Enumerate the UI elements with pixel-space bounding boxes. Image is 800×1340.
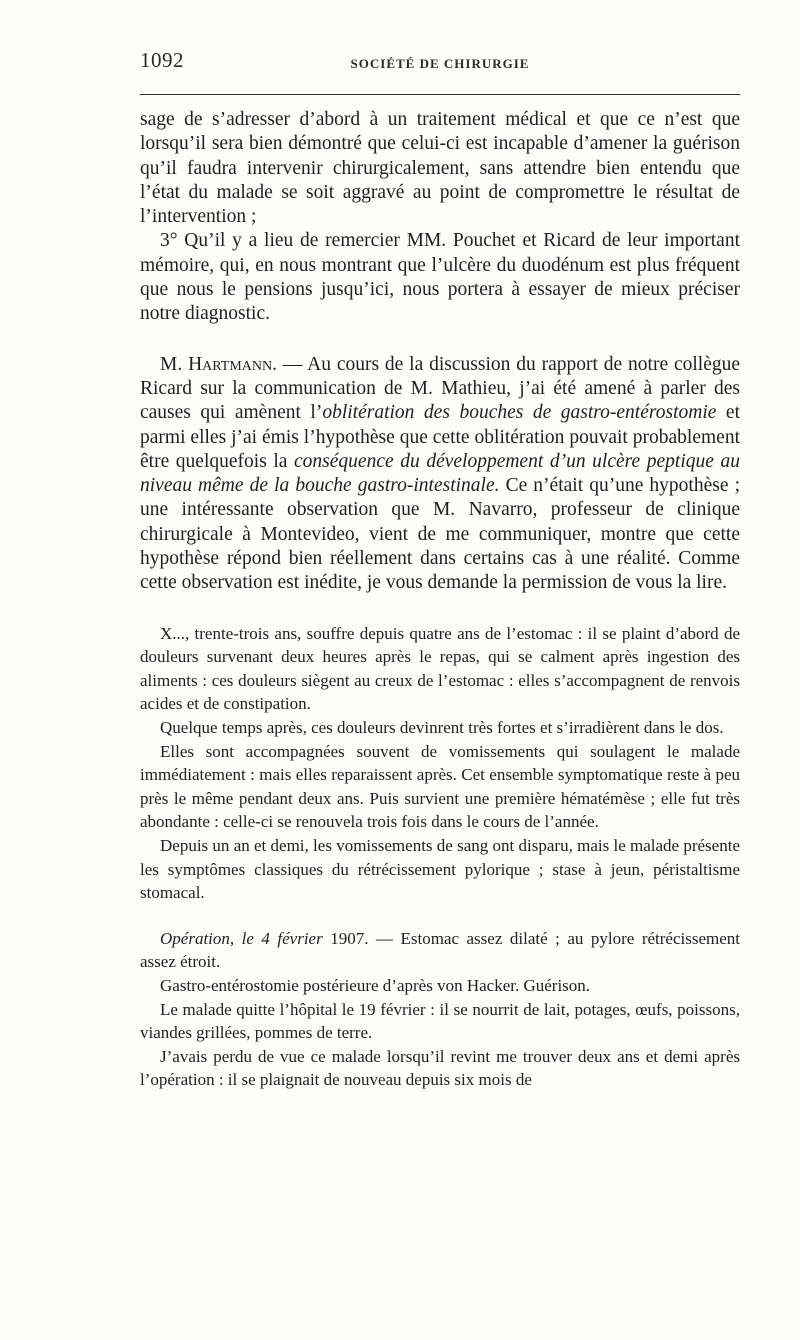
paragraph-hartmann xyxy=(140,353,740,596)
paragraph-third-point: 3° Qu’il y a lieu de remercier MM. Pouchet et Ricard de leur important mémoire, qui, en nous montrant que l’ulcère du duodénum est plus fréquent que nous le pensions jusqu’ici, nous portera à essayer de mieux préciser notre diagnostic. xyxy=(140,230,740,325)
page-header xyxy=(140,48,740,78)
header-rule xyxy=(140,94,740,95)
hartmann-text-1: — Au cours de la discussion du rapport de notre collègue Ricard sur la communication de M. Mathieu, j’ai été amené à parler des causes qui amènent l’ xyxy=(140,353,741,424)
observation-paragraph-5: Gastro-entérostomie postérieure d’après von Hacker. Guérison. xyxy=(160,975,591,995)
operation-text: 1907. — Estomac assez dilaté ; au pylore rétrécissement assez étroit. xyxy=(140,928,740,972)
observation-paragraph-6: Le malade quitte l’hôpital le 19 février : il se nourrit de lait, potages, œufs, poissons, viandes grillées, pommes de terre. xyxy=(140,999,740,1043)
observation-paragraph-4: Depuis un an et demi, les vomissements de sang ont disparu, mais le malade présente les symptômes classiques du rétrécissement pylorique ; stase à jeun, péristaltisme stomacal. xyxy=(140,835,740,903)
operation-paragraph xyxy=(140,927,740,974)
hartmann-text-3: Ce n’était qu’une hypothèse ; une intéressante observation que M. Navarro, professeur de clinique chirurgicale à Montevideo, vient de me communiquer, montre que cette hypothèse répond bien réellement dans certains cas à une réalité. Comme cette observation est inédite, je vous demande la permission de vous la lire. xyxy=(140,475,740,594)
hartmann-italic-2: conséquence du développement d’un ulcère peptique au niveau même de la bouche gastro-intestinale. xyxy=(140,450,740,497)
paragraph-continuation: sage de s’adresser d’abord à un traitement médical et que ce n’est que lorsqu’il sera bien démontré que celui-ci est incapable d’amener la guérison qu’il faudra intervenir chirurgicalement, sans attendre bien entendu que l’état du malade se soit aggravé au point de compromettre le résultat de l’intervention ; xyxy=(140,109,740,228)
speaker-name: M. Hartmann. xyxy=(160,353,277,375)
operation-heading: Opération, le 4 février xyxy=(160,928,323,948)
page-number: 1092 xyxy=(140,48,184,72)
hartmann-italic-1: oblitération des bouches de gastro-entérostomie xyxy=(322,402,717,424)
observation-paragraph-2: Quelque temps après, ces douleurs devinrent très fortes et s’irradièrent dans le dos. xyxy=(160,718,724,738)
body-text xyxy=(140,108,740,1092)
observation-paragraph-1: X..., trente-trois ans, souffre depuis quatre ans de l’estomac : il se plaint d’abord de douleurs survenant deux heures après le repas, qui se calment après ingestion des aliments : ces douleurs siègent au creux de l’estomac : elles s’accompagnent de renvois acides et de constipation. xyxy=(140,623,740,714)
observation-paragraph-7: J’avais perdu de vue ce malade lorsqu’il revint me trouver deux ans et demi après l’opération : il se plaignait de nouveau depuis six mois de xyxy=(140,1046,740,1090)
running-title: SOCIÉTÉ DE CHIRURGIE xyxy=(350,56,530,71)
hartmann-text-2: et parmi elles j’ai émis l’hypothèse que cette oblitération pouvait probablement être quelquefois la xyxy=(140,402,740,472)
observation-paragraph-3: Elles sont accompagnées souvent de vomissements qui soulagent le malade immédiatement : mais elles reparaissent après. Cet ensemble symptomatique reste à peu près le même pendant deux ans. Puis survient une première hématémèse ; elle fut très abondante : celle-ci se renouvela trois fois dans le cours de l’année. xyxy=(140,741,740,832)
